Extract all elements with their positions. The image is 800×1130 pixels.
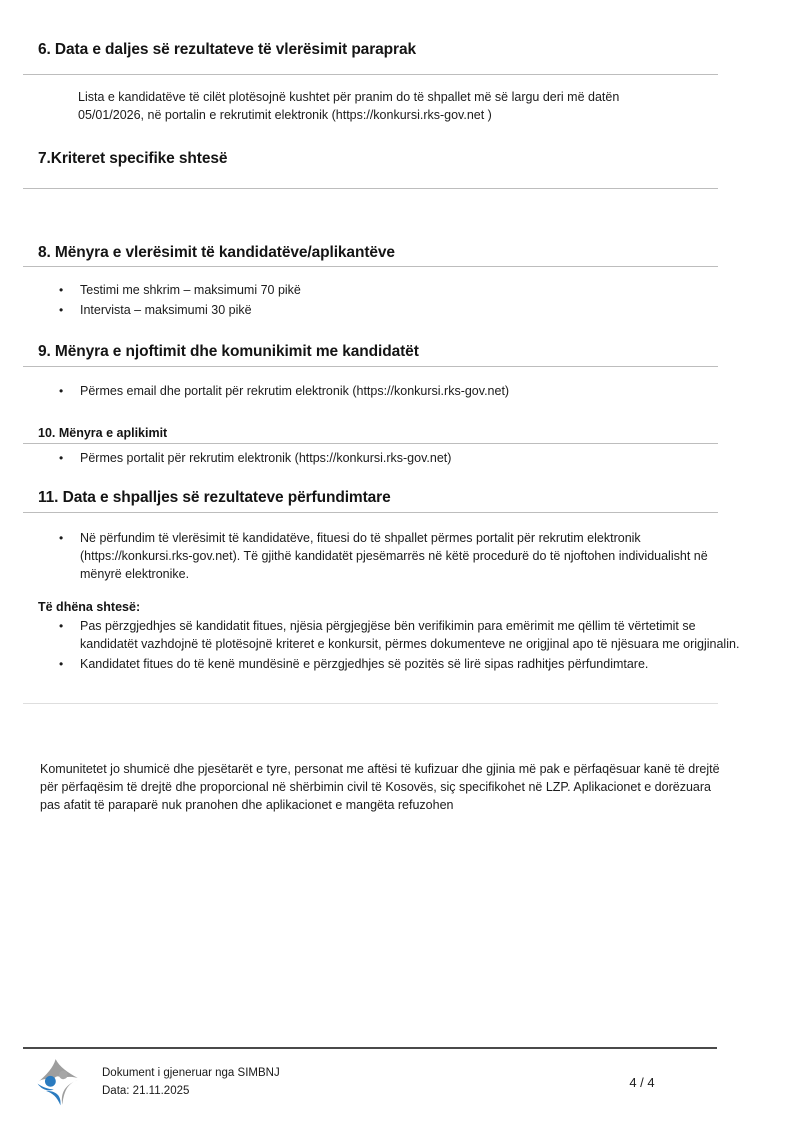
- section-8-list: [40, 281, 690, 321]
- section-6-body: Lista e kandidatëve të cilët plotësojnë kushtet për pranim do të shpallet më së largu deri më datën 05/01/2026, në portalin e rekrutimit elektronik (https://konkursi.rks-gov.net ): [78, 90, 620, 122]
- section-8-divider: [23, 266, 718, 267]
- section-7-heading: 7.Kriteret specifike shtesë: [38, 150, 228, 167]
- footer-date: Data: 21.11.2025: [102, 1085, 190, 1097]
- mid-page-divider: [23, 703, 718, 704]
- section-6-heading: 6. Data e daljes së rezultateve të vlerësimit paraprak: [38, 41, 416, 58]
- page-number: 4 / 4: [629, 1075, 655, 1090]
- section-9-list: [40, 382, 700, 402]
- section-9-divider: [23, 366, 718, 367]
- section-11-heading: 11. Data e shpalljes së rezultateve përfundimtare: [38, 489, 391, 506]
- legal-notice-paragraph: Komunitetet jo shumicë dhe pjesëtarët e tyre, personat me aftësi të kufizuar dhe gjinia më pak e përfaqësuar kanë të drejtë për përfaqësim të drejtë dhe proporcional në shërbimin civil të Kosovës, siç specifikohet në LZP. Aplikacionet e dorëzuara pas afatit të paraparë nuk pranohen dhe aplikacionet e mangëta refuzohen: [40, 762, 720, 812]
- bullet-item: • Pas përzgjedhjes së kandidatit fitues, njësia përgjegjëse bën verifikimin para emërimit me qëllim të vërtetimit se kandidatët vazhdojnë të plotësojnë kriteret e konkursit, përmes dokumenteve ne origjinal apo të njësuara me origjinalin.: [40, 617, 740, 653]
- footer-info: [102, 1064, 280, 1100]
- section-10-heading: 10. Mënyra e aplikimit: [38, 426, 168, 440]
- section-11-list: [40, 529, 728, 585]
- bullet-item: • Kandidatet fitues do të kenë mundësinë e përzgjedhjes së pozitës së lirë sipas radhitjes përfundimtare.: [40, 655, 740, 673]
- section-10-divider: [23, 443, 718, 444]
- section-11-divider: [23, 512, 718, 513]
- bullet-item: • Testimi me shkrim – maksimumi 70 pikë: [40, 281, 690, 299]
- simbnj-logo-icon: [31, 1056, 86, 1109]
- section-10-list: [40, 449, 700, 469]
- additional-info-heading: Të dhëna shtesë:: [38, 600, 141, 614]
- bullet-item: • Përmes email dhe portalit për rekrutim elektronik (https://konkursi.rks-gov.net): [40, 382, 700, 400]
- additional-info-list: [40, 617, 740, 675]
- section-8-heading: 8. Mënyra e vlerësimit të kandidatëve/aplikantëve: [38, 244, 395, 261]
- section-6-divider: [23, 74, 718, 75]
- bullet-item: • Në përfundim të vlerësimit të kandidatëve, fituesi do të shpallet përmes portalit për rekrutim elektronik (https://konkursi.rks-gov.net). Të gjithë kandidatët pjesëmarrës në këtë procedurë do të njoftohen individualisht në mënyrë elektronike.: [40, 529, 728, 583]
- simbnj-logo: [33, 1058, 83, 1106]
- section-9-heading: 9. Mënyra e njoftimit dhe komunikimit me kandidatët: [38, 343, 419, 360]
- section-7-divider: [23, 188, 718, 189]
- bullet-item: • Intervista – maksimumi 30 pikë: [40, 301, 690, 319]
- footer-divider: [23, 1047, 717, 1049]
- bullet-item: • Përmes portalit për rekrutim elektronik (https://konkursi.rks-gov.net): [40, 449, 700, 467]
- footer-generated-by: Dokument i gjeneruar nga SIMBNJ: [102, 1067, 280, 1079]
